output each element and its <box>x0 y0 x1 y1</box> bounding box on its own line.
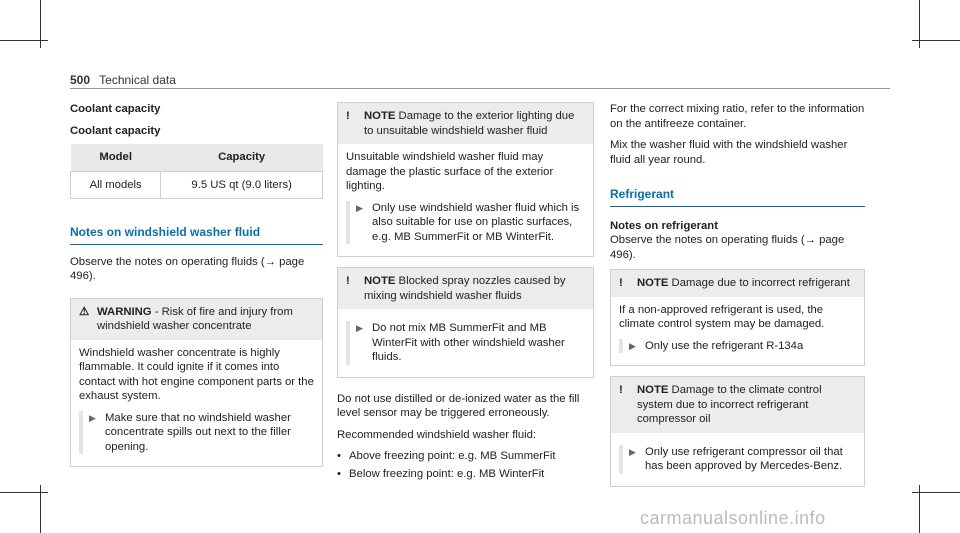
watermark: carmanualsonline.info <box>640 508 826 528</box>
table-header-model: Model <box>71 144 161 171</box>
crop-mark <box>912 492 960 493</box>
note-label: NOTE <box>637 384 669 396</box>
note-label: NOTE <box>364 110 396 122</box>
column-3 <box>610 102 865 497</box>
section-title-refrigerant: Refrigerant <box>610 187 865 207</box>
step-text: Make sure that no windshield washer concentrate spills out next to the filler opening. <box>105 411 291 453</box>
note-body: If a non-approved refrigerant is used, the climate control system may be damaged. <box>619 303 825 330</box>
warning-box <box>70 298 323 468</box>
note-box <box>337 267 594 378</box>
observe-text: Observe the notes on operating fluids (→ page 496). <box>610 234 845 261</box>
note-title: Damage to the exterior lighting due to unsuitable windshield washer fluid <box>364 110 575 137</box>
exclamation-icon: ! <box>346 110 350 122</box>
paragraph: Recommended windshield washer fluid: <box>337 428 537 441</box>
warning-header <box>71 299 322 340</box>
paragraph: Do not use distilled or de-ionized water as the fill level sensor may be triggered erroneously. <box>337 392 580 419</box>
exclamation-icon: ! <box>346 275 350 287</box>
table-header-capacity: Capacity <box>161 144 323 171</box>
arrow-right-icon: ▶ <box>356 202 363 213</box>
note-body: Unsuitable windshield washer fluid may damage the plastic surface of the exterior lighting. <box>346 151 554 192</box>
warning-title: - Risk of fire and injury from windshield washer concentrate <box>97 305 293 332</box>
heading-coolant: Coolant capacity <box>70 103 161 115</box>
warning-label: WARNING <box>97 305 152 318</box>
note-header <box>611 377 864 433</box>
column-1 <box>70 102 323 477</box>
arrow-right-icon: ▶ <box>356 323 363 333</box>
step-text: Do not mix MB SummerFit and MB WinterFit with other windshield washer fluids. <box>372 322 565 363</box>
table-caption: Coolant capacity <box>70 124 161 137</box>
page-header <box>70 73 176 87</box>
note-title: Damage to the climate control system due to incorrect refrigerant compressor oil <box>637 384 822 425</box>
note-label: NOTE <box>637 277 669 289</box>
arrow-right-icon: ▶ <box>629 446 636 457</box>
step-item <box>346 321 585 365</box>
list-item: • Above freezing point: e.g. MB SummerFit <box>337 449 594 464</box>
step-text: Only use windshield washer fluid which is also suitable for use on plastic surfaces, e.g. MB SummerFit or MB WinterFit. <box>372 201 580 243</box>
warning-triangle-icon: ⚠ <box>79 305 90 318</box>
arrow-right-icon: ▶ <box>89 412 96 423</box>
notes-heading: Notes on refrigerant <box>610 219 718 232</box>
table-cell-model: All models <box>71 171 161 199</box>
table-cell-capacity: 9.5 US qt (9.0 liters) <box>161 171 323 199</box>
step-text: Only use refrigerant compressor oil that has been approved by Mercedes-Benz. <box>645 445 843 472</box>
crop-mark <box>0 492 48 493</box>
note-header <box>611 270 864 297</box>
page-number: 500 <box>70 73 91 87</box>
note-header <box>338 103 593 144</box>
note-box <box>337 102 594 257</box>
step-item <box>619 445 856 474</box>
table-row <box>71 171 323 199</box>
step-item <box>346 201 585 245</box>
coolant-table <box>70 144 323 199</box>
note-box <box>610 269 865 366</box>
arrow-right-icon: ▶ <box>629 340 636 351</box>
step-text: Only use the refrigerant R-134a <box>645 339 804 352</box>
note-box <box>610 376 865 487</box>
list-item: • Below freezing point: e.g. MB WinterFit <box>337 467 594 482</box>
warning-body: Windshield washer concentrate is highly flammable. It could ignite if it comes into contact with hot engine component parts or the exhaust system. <box>79 346 314 402</box>
observe-text: Observe the notes on operating fluids (→ page 496). <box>70 255 305 282</box>
column-2 <box>337 102 594 484</box>
note-title: Damage due to incorrect refrigerant <box>668 277 850 289</box>
section-title-washer: Notes on windshield washer fluid <box>70 225 323 245</box>
exclamation-icon: ! <box>619 277 623 289</box>
crop-mark <box>912 40 960 41</box>
section-name: Technical data <box>99 73 176 87</box>
exclamation-icon: ! <box>619 384 623 396</box>
note-title: Blocked spray nozzles caused by mixing windshield washer fluids <box>364 275 566 302</box>
step-item <box>619 339 856 354</box>
header-divider <box>70 88 890 89</box>
paragraph: Mix the washer fluid with the windshield washer fluid all year round. <box>610 139 848 166</box>
step-item <box>79 411 314 455</box>
note-header <box>338 268 593 309</box>
note-label: NOTE <box>364 275 396 287</box>
crop-mark <box>0 40 48 41</box>
paragraph: For the correct mixing ratio, refer to the information on the antifreeze container. <box>610 103 865 130</box>
